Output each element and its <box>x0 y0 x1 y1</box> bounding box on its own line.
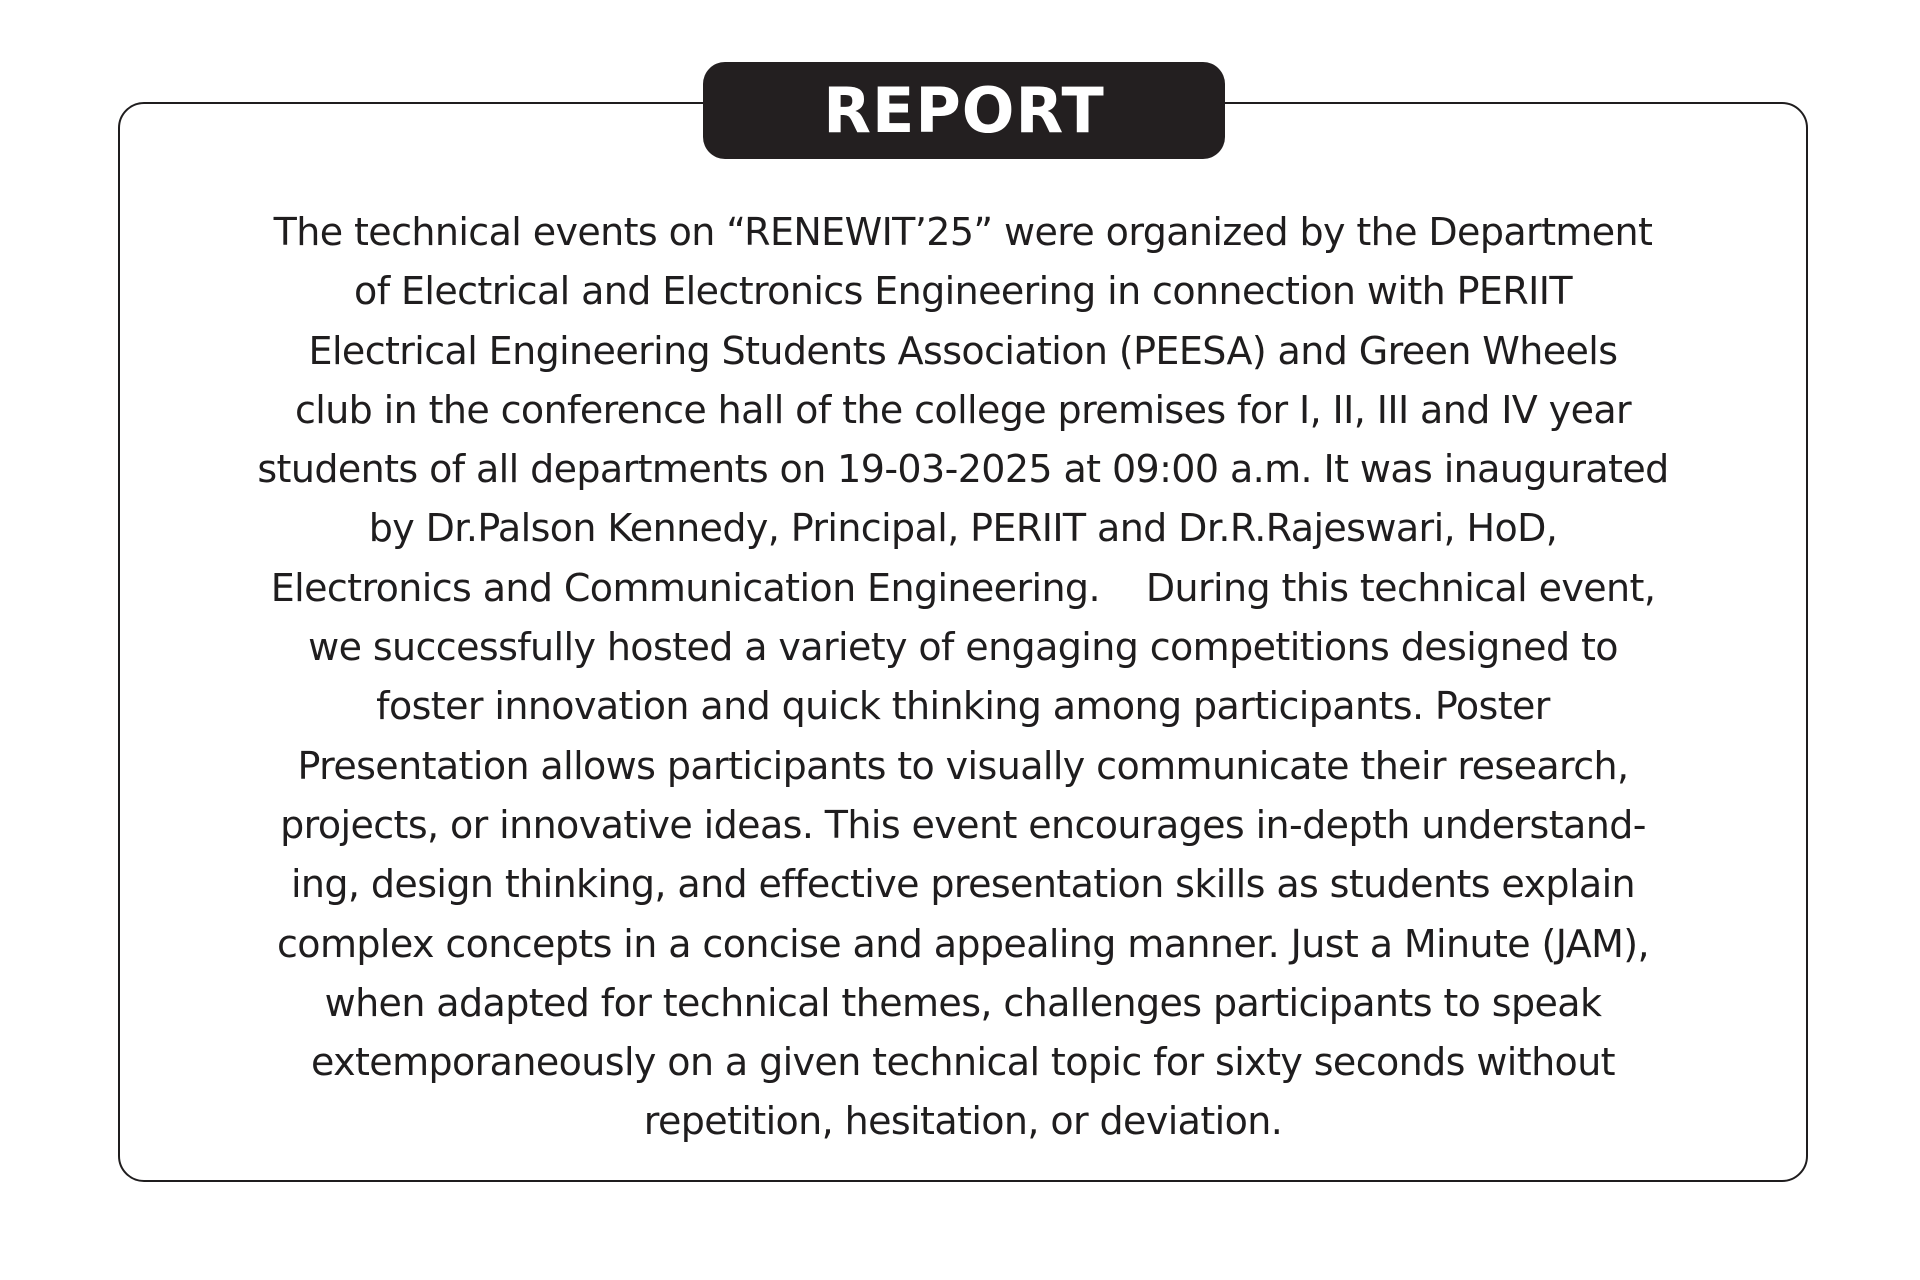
report-line-6: by Dr.Palson Kennedy, Principal, PERIIT and Dr.R.Rajeswari, HoD, <box>368 506 1558 551</box>
report-line-15: extemporaneously on a given technical topic for sixty seconds without <box>311 1040 1615 1085</box>
report-line-12: ing, design thinking, and effective presentation skills as students explain <box>290 862 1636 907</box>
report-line-11: projects, or innovative ideas. This event encourages in-depth understand- <box>280 802 1646 847</box>
report-line-10: Presentation allows participants to visually communicate their research, <box>297 743 1629 788</box>
report-title: REPORT <box>823 73 1105 147</box>
report-line-14: when adapted for technical themes, challenges participants to speak <box>324 980 1602 1025</box>
report-line-13: complex concepts in a concise and appealing manner. Just a Minute (JAM), <box>277 921 1649 966</box>
report-line-8: we successfully hosted a variety of engaging competitions designed to <box>308 625 1618 670</box>
report-line-9: foster innovation and quick thinking among participants. Poster <box>376 684 1550 729</box>
report-line-3: Electrical Engineering Students Association (PEESA) and Green Wheels <box>308 328 1618 373</box>
report-line-16: repetition, hesitation, or deviation. <box>643 1099 1283 1144</box>
report-line-1: The technical events on “RENEWIT’25” were organized by the Department <box>273 210 1653 254</box>
report-line-4: club in the conference hall of the college premises for I, II, III and IV year <box>294 387 1632 432</box>
report-line-7: Electronics and Communication Engineering. During this technical event, <box>270 565 1656 610</box>
report-title-badge <box>703 62 1225 159</box>
report-body <box>155 203 1771 1152</box>
report-line-2: of Electrical and Electronics Engineering in connection with PERIIT <box>354 269 1572 314</box>
report-line-5: students of all departments on 19-03-2025 at 09:00 a.m. It was inaugurated <box>257 447 1669 492</box>
